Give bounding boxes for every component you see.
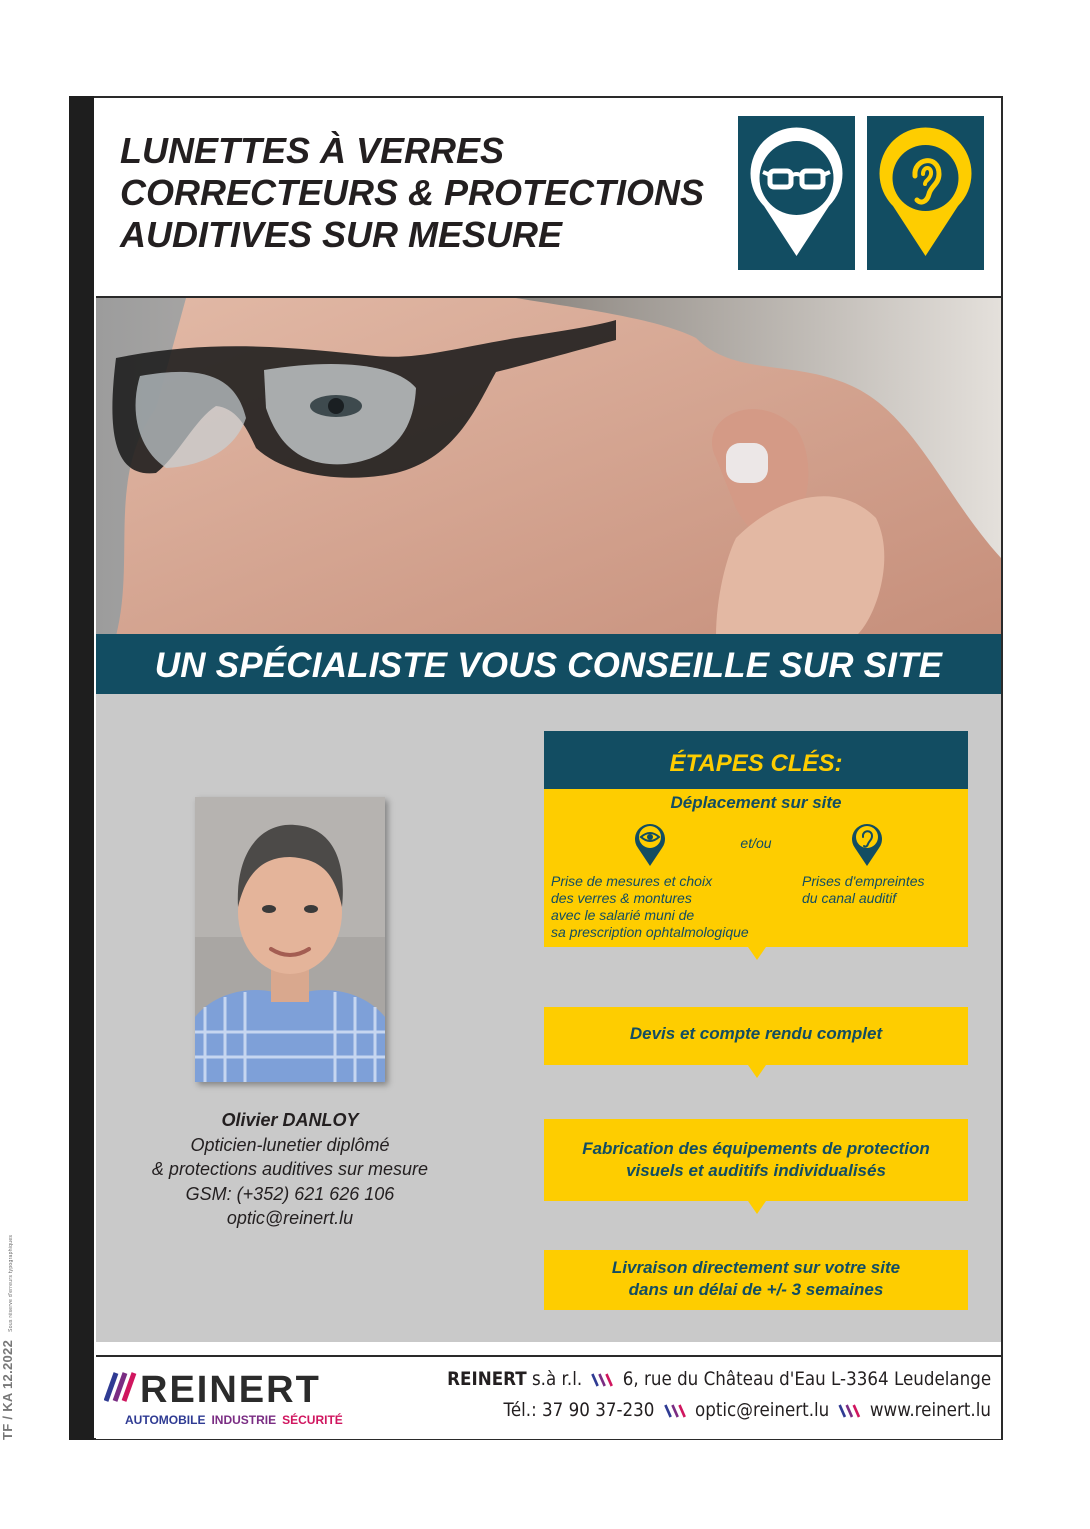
print-code: TF / KA 12.2022Sous réserve d'erreurs typographiques — [0, 1234, 15, 1440]
footer-phone[interactable]: Tél.: 37 90 37-230 — [503, 1399, 655, 1421]
hero-photo — [96, 296, 1001, 636]
footer-contact-line — [504, 1399, 991, 1421]
steps-header: ÉTAPES CLÉS: — [544, 731, 968, 789]
slash-divider-icon — [591, 1372, 614, 1388]
contact-block — [140, 1108, 440, 1231]
step1-left-text: Prise de mesures et choix des verres & montures avec le salarié muni de sa prescription ophtalmologique — [551, 873, 749, 940]
step-quote: Devis et compte rendu complet — [544, 1007, 968, 1065]
reinert-logo — [104, 1369, 354, 1429]
step1-title: Déplacement sur site — [670, 793, 842, 812]
ear-tile — [867, 116, 984, 270]
logo-tagline: AUTOMOBILE INDUSTRIE SÉCURITÉ — [125, 1413, 343, 1427]
footer-email[interactable]: optic@reinert.lu — [695, 1399, 830, 1421]
step-site-visit — [544, 789, 968, 947]
contact-role-2: & protections auditives sur mesure — [151, 1159, 429, 1179]
contact-role-1: Opticien-lunetier diplômé — [190, 1134, 390, 1155]
svg-text:REINERT: REINERT — [140, 1369, 321, 1409]
ear-pin-icon — [867, 116, 984, 270]
glasses-tile — [738, 116, 855, 270]
specialist-portrait — [195, 797, 385, 1082]
sidebar-strip — [69, 96, 94, 1440]
slash-divider-icon — [663, 1403, 686, 1419]
contact-email[interactable]: optic@reinert.lu — [226, 1208, 354, 1228]
contact-name: Olivier DANLOY — [221, 1110, 359, 1130]
page-title: LUNETTES À VERRES CORRECTEURS & PROTECTIONS AUDITIVES SUR MESURE — [120, 130, 705, 255]
slash-divider-icon — [838, 1403, 861, 1419]
contact-phone[interactable]: GSM: (+352) 621 626 106 — [185, 1183, 395, 1204]
footer — [96, 1355, 1001, 1439]
step-fabrication: Fabrication des équipements de protection visuels et auditifs individualisés — [544, 1119, 968, 1201]
specialist-banner: UN SPÉCIALISTE VOUS CONSEILLE SUR SITE — [96, 634, 1001, 694]
step1-right-text: Prises d'empreintes du canal auditif — [802, 873, 925, 906]
eye-pin-icon — [634, 821, 666, 867]
step-delivery: Livraison directement sur votre site dans un délai de +/- 3 semaines — [544, 1250, 968, 1310]
footer-address-line: REINERT s.à r.l. 6, rue du Château d'Eau L-3364 Leudelange — [447, 1368, 991, 1390]
glasses-pin-icon — [738, 116, 855, 270]
step1-connector: et/ou — [740, 835, 772, 851]
footer-website[interactable]: www.reinert.lu — [869, 1399, 991, 1421]
ear-pin-small-icon — [851, 821, 883, 867]
